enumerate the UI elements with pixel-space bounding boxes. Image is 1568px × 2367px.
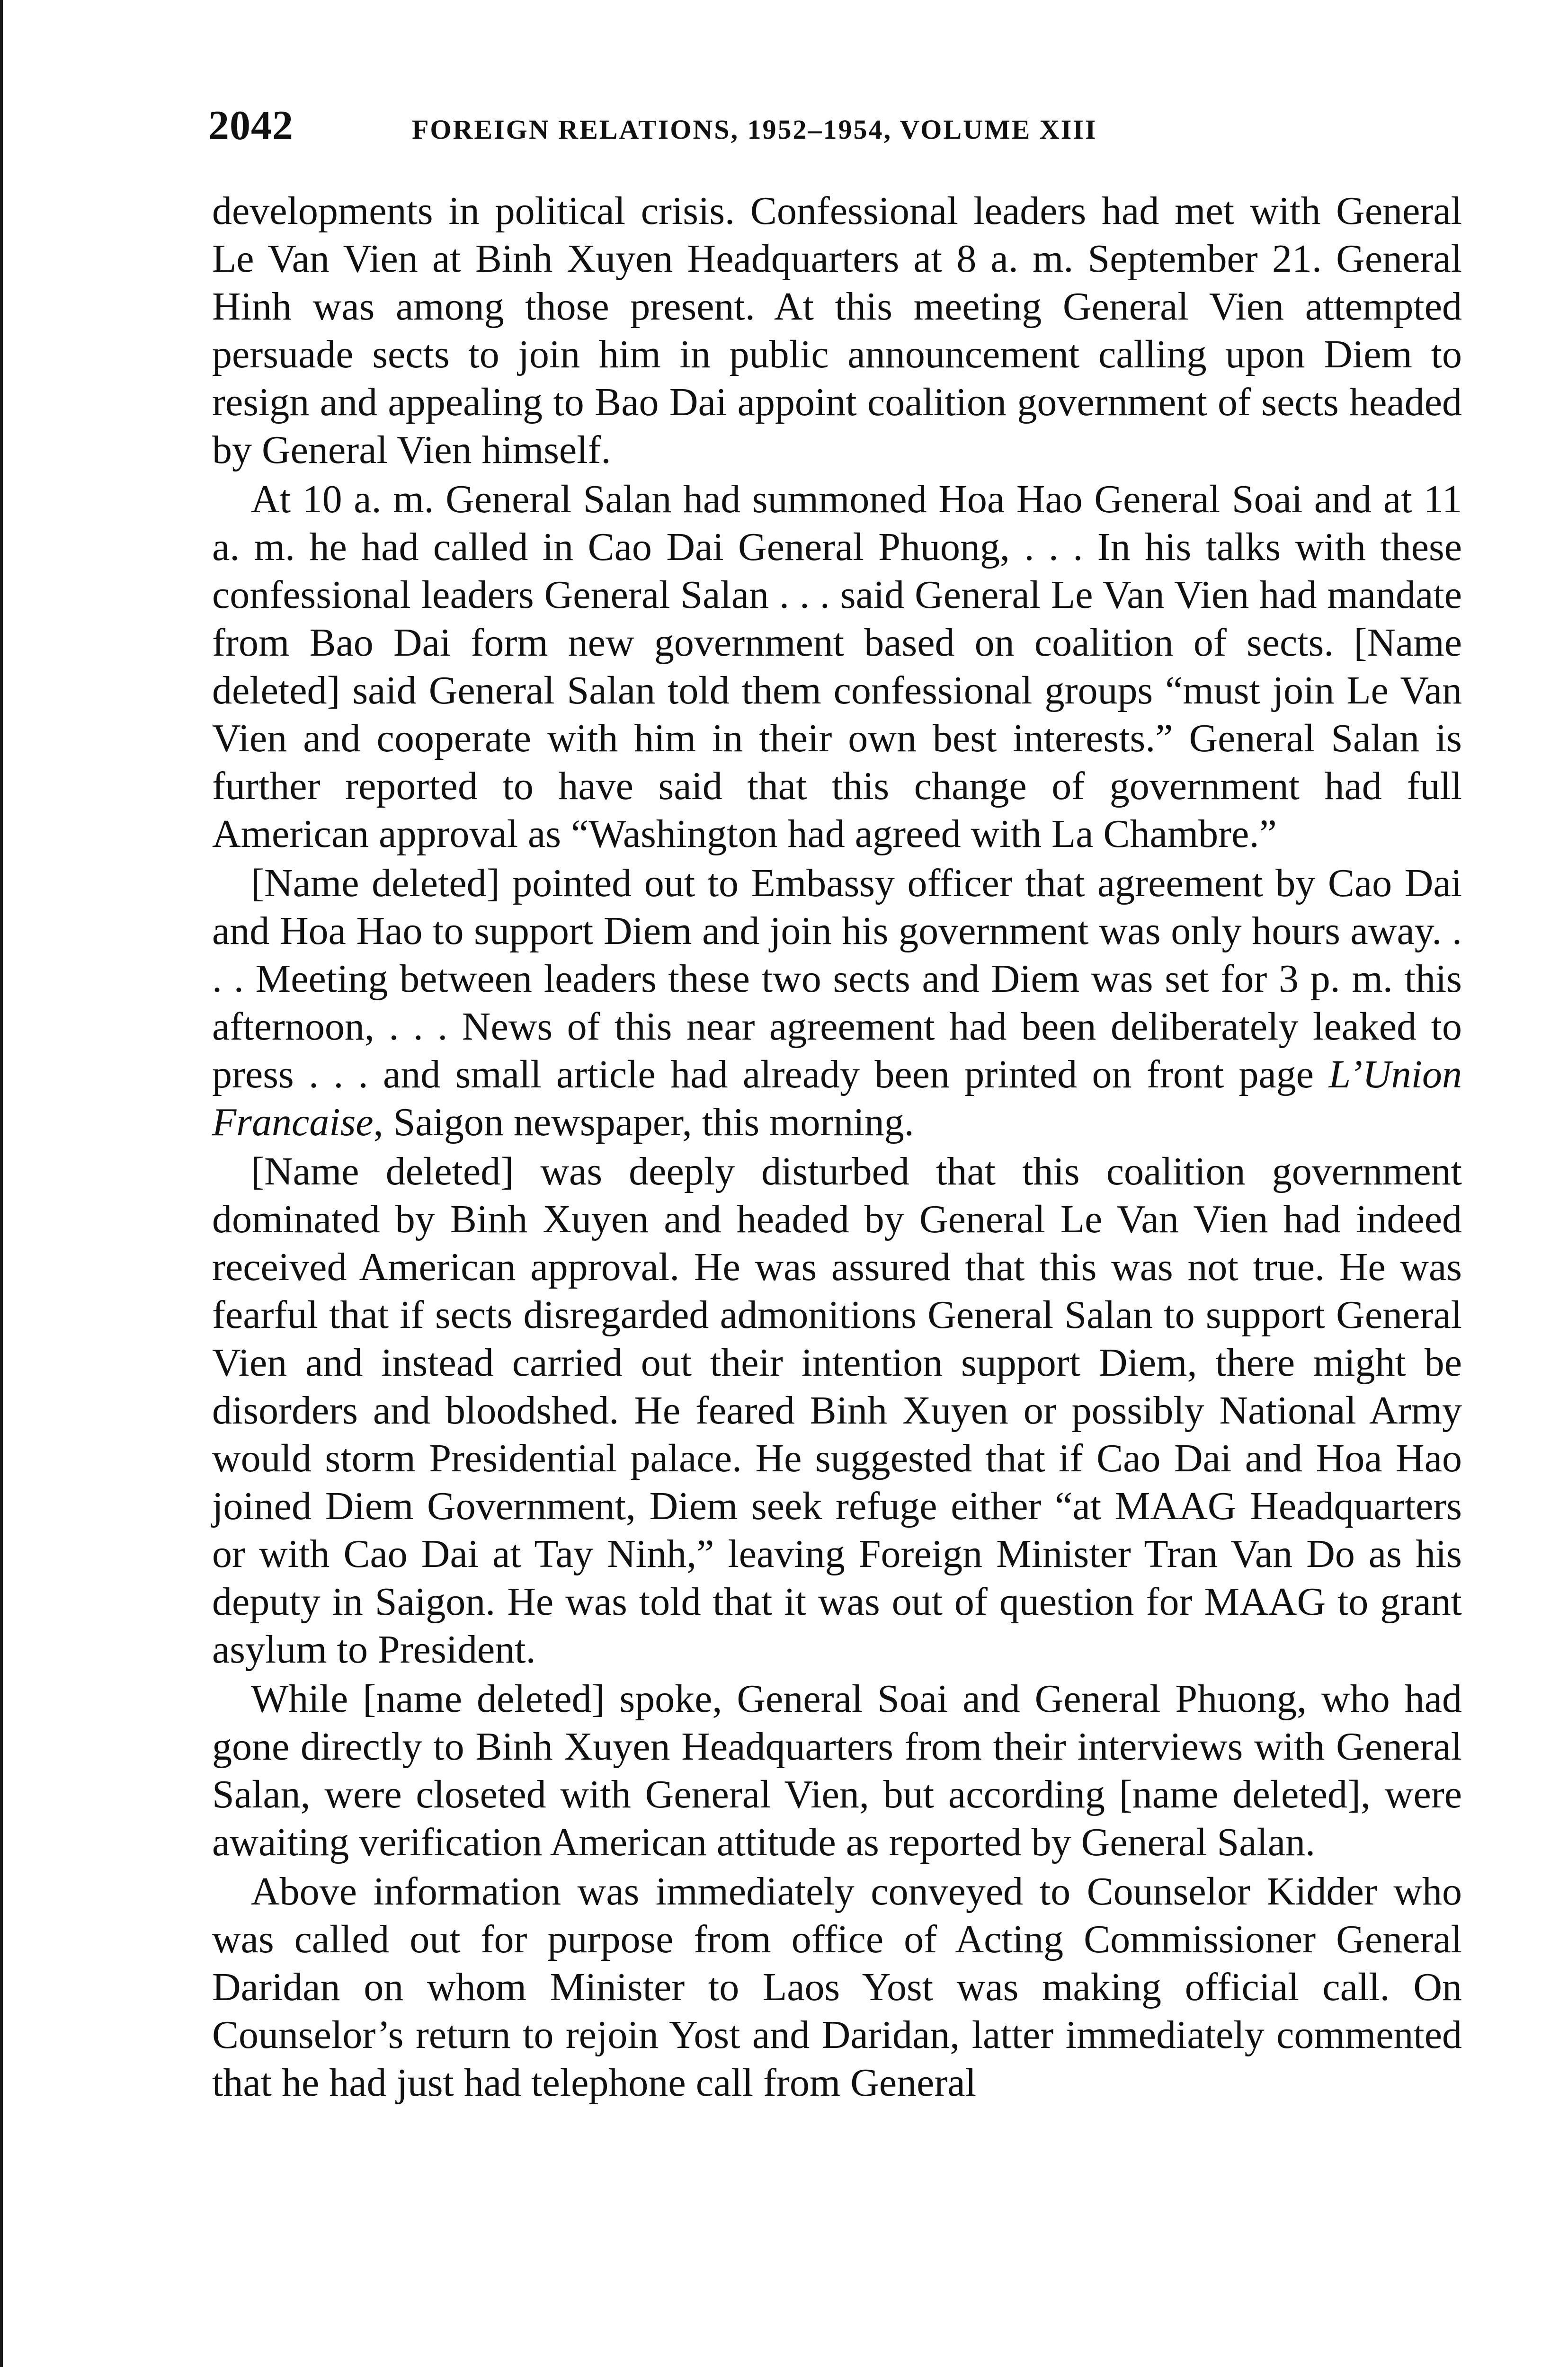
paragraph: [Name deleted] was deeply disturbed that this coalition government dominated by Binh Xuyen and headed by General Le Van Vien had indeed received American approval. He was assured that this was not true. He was fearful that if sects disregarded admonitions General Salan to support General Vien and instead carried out their intention support Diem, there might be disorders and bloodshed. He feared Binh Xuyen or possibly National Army would storm Presidential palace. He suggested that if Cao Dai and Hoa Hao joined Diem Government, Diem seek refuge either “at MAAG Headquarters or with Cao Dai at Tay Ninh,” leaving Foreign Minister Tran Van Do as his deputy in Saigon. He was told that it was out of question for MAAG to grant asylum to President.	[212, 1149, 1462, 1672]
paragraph	[212, 859, 1462, 1146]
page-number: 2042	[208, 103, 294, 149]
page-header	[208, 102, 1463, 154]
paragraph: Above information was immediately conveyed to Counselor Kidder who was called out for purpose from office of Acting Commissioner General Daridan on whom Minister to Laos Yost was making official call. On Counselor’s return to rejoin Yost and Daridan, latter immediately commented that he had just had telephone call from General	[212, 1869, 1462, 2105]
paragraph: At 10 a. m. General Salan had summoned Hoa Hao General Soai and at 11 a. m. he had called in Cao Dai General Phuong, . . . In his talks with these confessional leaders General Salan . . . said General Le Van Vien had mandate from Bao Dai form new government based on coalition of sects. [Name deleted] said General Salan told them confessional groups “must join Le Van Vien and cooperate with him in their own best interests.” General Salan is further reported to have said that this change of government had full American approval as “Washington had agreed with La Chambre.”	[212, 477, 1462, 856]
paragraph-text: , Saigon newspaper, this morning.	[373, 1100, 914, 1144]
scan-edge-shadow	[0, 0, 3, 2367]
paragraph-text: [Name deleted] pointed out to Embassy officer that agreement by Cao Dai and Hoa Hao to support Diem and join his government was only hours away. . . . Meeting between leaders these two sects and Diem was set for 3 p. m. this afternoon, . . . News of this near agreement had been deliberately leaked to press . . . and small article had already been printed on front page	[212, 861, 1462, 1096]
running-title: FOREIGN RELATIONS, 1952–1954, VOLUME XIII	[412, 114, 1097, 145]
paragraph: While [name deleted] spoke, General Soai and General Phuong, who had gone directly to Binh Xuyen Headquarters from their interviews with General Salan, were closeted with General Vien, but according [name deleted], were awaiting verification American attitude as reported by General Salan.	[212, 1677, 1462, 1864]
body-text	[212, 187, 1462, 2107]
newspaper-title: L’Union Francaise	[212, 1052, 1462, 1144]
paragraph-continued: developments in political crisis. Confessional leaders had met with General Le Van Vien at Binh Xuyen Headquarters at 8 a. m. September 21. General Hinh was among those present. At this meeting General Vien attempted persuade sects to join him in public announcement calling upon Diem to resign and appealing to Bao Dai appoint coalition government of sects headed by General Vien himself.	[212, 189, 1462, 472]
